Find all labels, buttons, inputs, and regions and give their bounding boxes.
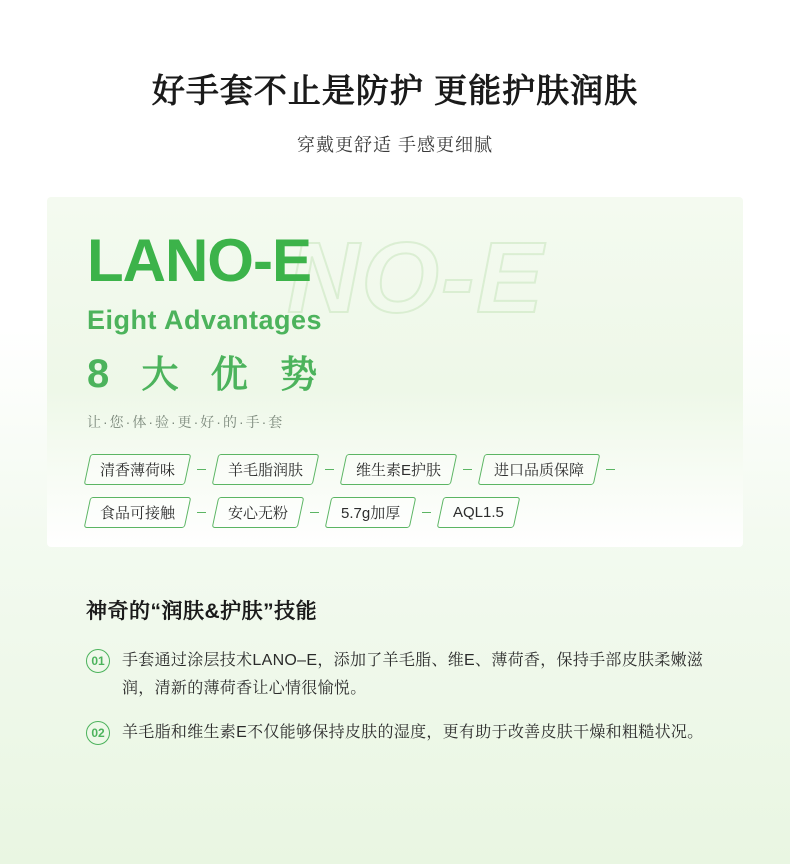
advantage-pill [212, 454, 320, 485]
list-item [86, 647, 706, 703]
advantage-pill-label: 维生素E护肤 [356, 461, 442, 479]
brand-tagline-cn [87, 344, 703, 398]
advantage-pill-label: 清香薄荷味 [100, 461, 176, 479]
advantage-pill [84, 454, 192, 485]
advantage-pill [340, 454, 458, 485]
advantage-pill [437, 497, 520, 528]
pill-divider-dash [310, 512, 319, 514]
advantage-pill-label: 食品可接触 [100, 504, 176, 522]
advantage-count: 8 [87, 351, 121, 396]
pill-divider-dash [197, 469, 206, 471]
item-text: 羊毛脂和维生素E不仅能够保持皮肤的湿度，更有助于改善皮肤干燥和粗糙状况。 [122, 723, 704, 741]
pill-divider-dash [325, 469, 334, 471]
advantage-pill-label: 5.7g加厚 [341, 504, 401, 522]
advantage-count-label: 大 优 势 [141, 353, 329, 395]
advantage-pill [325, 497, 417, 528]
skills-section [86, 595, 706, 747]
advantage-pill-label: 羊毛脂润肤 [228, 461, 304, 479]
advantage-pill-label: 安心无粉 [228, 504, 289, 522]
advantage-pill-row [87, 454, 703, 485]
advantage-pill [84, 497, 192, 528]
item-number-badge: 01 [86, 649, 110, 673]
pill-divider-dash [422, 512, 431, 514]
page-header [0, 0, 790, 157]
advantage-pill-list [87, 454, 703, 528]
advantage-pill [212, 497, 305, 528]
brand-tagline-en: Eight Advantages [87, 304, 323, 335]
section-title: 神奇的“润肤&护肤”技能 [86, 599, 318, 623]
item-text: 手套通过涂层技术LANO–E，添加了羊毛脂、维E、薄荷香，保持手部皮肤柔嫩滋润，清新的薄荷香让心情很愉悦。 [122, 651, 704, 697]
list-item [86, 719, 706, 747]
brand-slogan: 让·您·体·验·更·好·的·手·套 [87, 413, 285, 430]
pill-divider-dash [197, 512, 206, 514]
watermark-text: NO-E [287, 221, 545, 334]
advantage-pill-row [87, 497, 703, 528]
brand-advantages-card [47, 197, 743, 547]
pill-divider-dash [606, 469, 615, 471]
advantage-pill [478, 454, 601, 485]
advantage-pill-label: 进口品质保障 [494, 461, 585, 479]
item-number-badge: 02 [86, 721, 110, 745]
advantage-pill-label: AQL1.5 [453, 503, 505, 521]
page-title: 好手套不止是防护 更能护肤润肤 [151, 72, 639, 109]
pill-divider-dash [463, 469, 472, 471]
page-subtitle: 穿戴更舒适 手感更细腻 [297, 134, 493, 155]
skill-list [86, 647, 706, 747]
brand-name: LANO-E [87, 226, 311, 294]
card-content [47, 197, 743, 528]
